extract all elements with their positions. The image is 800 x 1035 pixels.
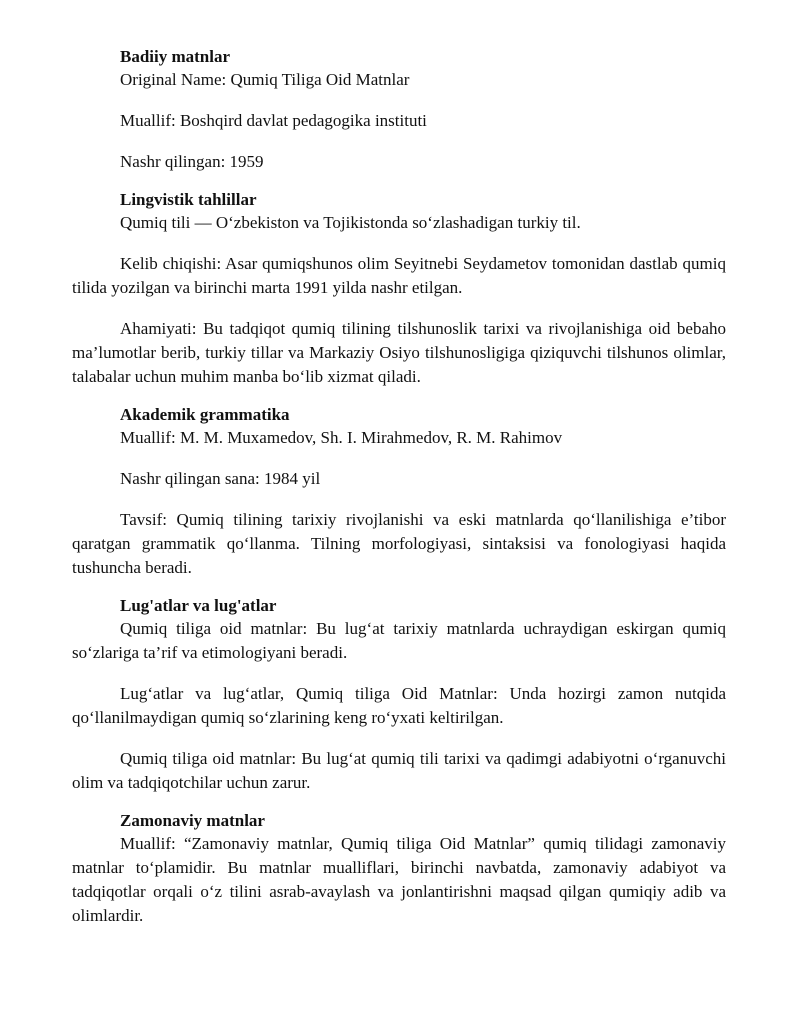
paragraph: Tavsif: Qumiq tilining tarixiy rivojlanishi va eski matnlarda qo‘llanilishiga e’tibor qaratgan grammatik qo‘llanma. Tilning morfologiyasi, sintaksisi va fonologiyasi haqida tushuncha beradi.: [72, 510, 726, 577]
section-badiiy-matnlar: [72, 46, 726, 174]
document-page: [72, 46, 726, 943]
paragraph: Muallif: M. M. Muxamedov, Sh. I. Mirahmedov, R. M. Rahimov: [120, 428, 563, 447]
paragraph: Qumiq tili — O‘zbekiston va Tojikistonda so‘zlashadigan turkiy til.: [120, 213, 581, 232]
section-heading: Akademik grammatika: [120, 405, 290, 424]
paragraph: Nashr qilingan sana: 1984 yil: [120, 469, 321, 488]
paragraph: Muallif: “Zamonaviy matnlar, Qumiq tiliga Oid Matnlar” qumiq tilidagi zamonaviy matnlar to‘plamidir. Bu matnlar mualliflari, birinchi navbatda, zamonaviy adabiyot va tadqiqotlar orqali o‘z tilini asrab-avaylash va jonlantirishni maqsad qilgan qumiqiy adib va olimlardir.: [72, 834, 726, 925]
section-lugatlar: [72, 595, 726, 795]
paragraph: Kelib chiqishi: Asar qumiqshunos olim Seyitnebi Seydametov tomonidan dastlab qumiq tilida yozilgan va birinchi marta 1991 yilda nashr etilgan.: [72, 254, 726, 297]
paragraph: Qumiq tiliga oid matnlar: Bu lug‘at qumiq tili tarixi va qadimgi adabiyotni o‘rganuvchi olim va tadqiqotchilar uchun zarur.: [72, 749, 726, 792]
paragraph: Muallif: Boshqird davlat pedagogika instituti: [120, 111, 427, 130]
paragraph: Ahamiyati: Bu tadqiqot qumiq tilining tilshunoslik tarixi va rivojlanishiga oid bebaho ma’lumotlar berib, turkiy tillar va Markaziy Osiyo tilshunosligiga qiziquvchi tilshunos olimlar, talabalar uchun muhim manba bo‘lib xizmat qiladi.: [72, 319, 726, 386]
section-heading: Zamonaviy matnlar: [120, 811, 265, 830]
paragraph: Qumiq tiliga oid matnlar: Bu lug‘at tarixiy matnlarda uchraydigan eskirgan qumiq so‘zlariga ta’rif va etimologiyani beradi.: [72, 619, 726, 662]
section-zamonaviy-matnlar: [72, 810, 726, 928]
section-heading: Lug'atlar va lug'atlar: [120, 596, 277, 615]
paragraph: Nashr qilingan: 1959: [120, 152, 264, 171]
paragraph: Lug‘atlar va lug‘atlar, Qumiq tiliga Oid Matnlar: Unda hozirgi zamon nutqida qo‘llanilmaydigan qumiq so‘zlarining keng ro‘yxati keltirilgan.: [72, 684, 726, 727]
section-heading: Lingvistik tahlillar: [120, 190, 257, 209]
section-heading: Badiiy matnlar: [120, 47, 231, 66]
section-akademik-grammatika: [72, 404, 726, 580]
section-lingvistik-tahlillar: [72, 189, 726, 389]
paragraph: Original Name: Qumiq Tiliga Oid Matnlar: [120, 70, 410, 89]
